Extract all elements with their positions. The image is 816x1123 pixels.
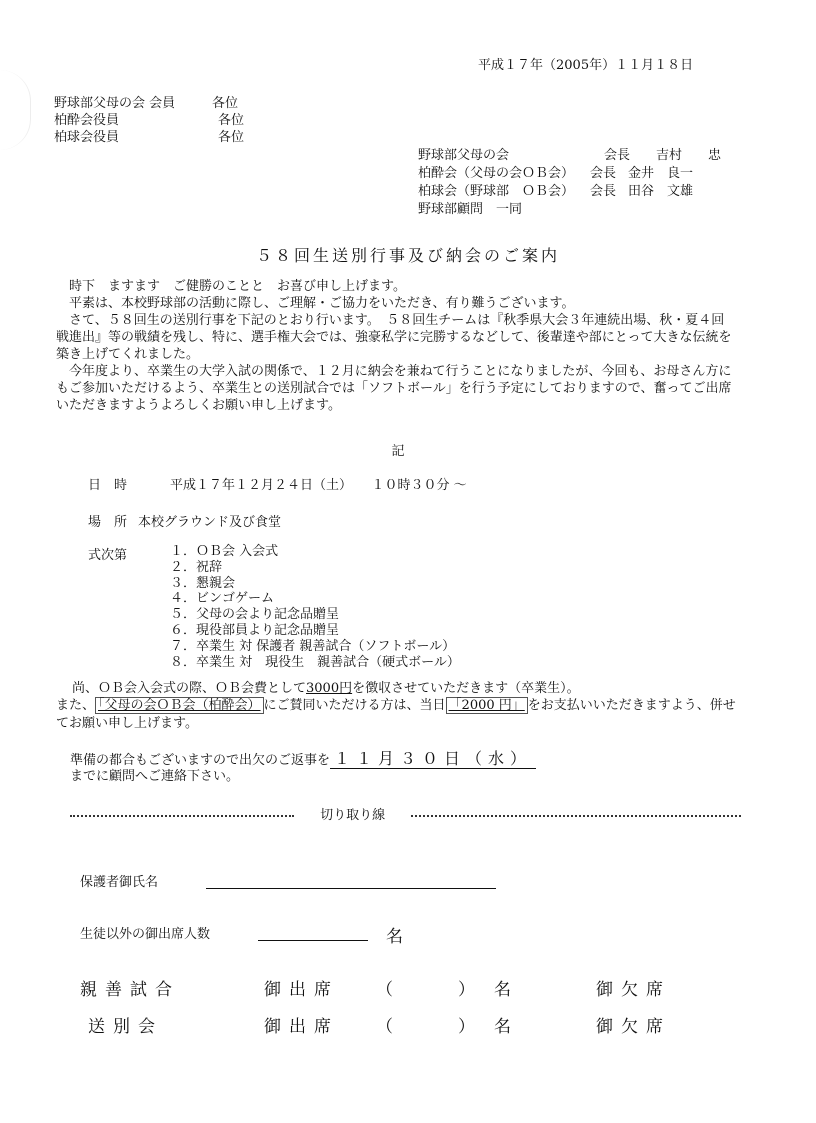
attendees-unit: 名 xyxy=(386,927,403,947)
paren-close: ） xyxy=(458,980,483,1000)
guardian-name-field[interactable] xyxy=(206,874,496,889)
farewell-absent[interactable]: 御欠席 xyxy=(596,1017,671,1037)
support-amount: 「2000 円」 xyxy=(446,697,528,714)
program-label: 式次第 xyxy=(88,548,128,563)
reply-request: 準備の都合もございますので出欠のご返事を １１月３０日（水） xyxy=(70,750,536,770)
fee-amount: 3000円 xyxy=(306,681,353,696)
friendly-match-event: 親善試合 xyxy=(80,980,180,1000)
guardian-label: 保護者御氏名 xyxy=(80,875,159,890)
program-item: １．ＯＢ会 入会式 xyxy=(170,544,279,559)
program-item: ３．懇親会 xyxy=(170,575,236,591)
paren-close: ） xyxy=(458,1017,483,1037)
program-item: ８．卒業生 対 現役生 親善試合（硬式ボール） xyxy=(170,654,460,670)
attendees-count-field[interactable] xyxy=(258,926,368,941)
attendees-label: 生徒以外の御出席人数 xyxy=(80,927,211,942)
datetime-label: 日 時 xyxy=(88,478,128,493)
cut-line-label: 切り取り線 xyxy=(320,808,386,823)
farewell-attend[interactable]: 御出席 xyxy=(264,1017,339,1037)
paren-open: （ xyxy=(376,1017,401,1037)
farewell-unit: 名 xyxy=(494,1017,519,1037)
addressee-row: 柏球会役員 各位 xyxy=(54,130,245,145)
datetime-item xyxy=(88,474,467,493)
ki-heading: 記 xyxy=(391,444,405,459)
addressee-row: 野球部父母の会 会員 各位 xyxy=(54,96,239,111)
paragraph: 時下 ますます ご健勝のことと お喜び申し上げます。 xyxy=(56,279,406,294)
cut-line xyxy=(70,804,750,823)
sender-row: 柏酔会（父母の会ＯＢ会） 会長 金井 良一 xyxy=(418,166,694,181)
sender-row: 野球部顧問 一同 xyxy=(418,202,523,217)
reply-deadline: １１月３０日（水） xyxy=(330,749,536,769)
document-date: 平成１７年（2005年）１１月１８日 xyxy=(478,58,694,73)
program-item: ７．卒業生 対 保護者 親善試合（ソフトボール） xyxy=(170,638,456,654)
cut-dots-left xyxy=(70,815,294,817)
paragraph: さて、５８回生の送別行事を下記のとおり行います。 ５８回生チームは『秋季県大会３年連続出場、秋・夏４回戦進出』等の戦績を残し、特に、選手権大会では、強豪私学に完勝するなどして、後輩達や部にとって大きな伝統を築き上げてくれました。 xyxy=(56,313,732,362)
friendly-match-absent[interactable]: 御欠席 xyxy=(596,980,671,1000)
farewell-event: 送別会 xyxy=(88,1017,163,1037)
page-edge-shadow xyxy=(0,70,31,150)
body-text xyxy=(56,278,736,414)
place-value: 本校グラウンド及び食堂 xyxy=(138,515,282,530)
program-item: ５．父母の会より記念品贈呈 xyxy=(170,607,340,623)
friendly-match-attend[interactable]: 御出席 xyxy=(264,980,339,1000)
fee-note: 尚、ＯＢ会入会式の際、ＯＢ会費として3000円を徴収させていただきます（卒業生）。 xyxy=(72,681,580,696)
program-list xyxy=(170,544,460,670)
friendly-match-unit: 名 xyxy=(494,980,519,1000)
program-item: ２．祝辞 xyxy=(170,559,223,575)
paragraph: 平素は、本校野球部の活動に際し、ご理解・ご協力をいただき、有り難うございます。 xyxy=(56,296,575,311)
addressee-row: 柏酔会役員 各位 xyxy=(54,113,245,128)
place-item xyxy=(88,511,281,530)
place-label: 場 所 xyxy=(88,515,128,530)
sender-list xyxy=(418,144,721,216)
addressee-list xyxy=(54,92,244,143)
program-item: ６．現役部員より記念品贈呈 xyxy=(170,622,340,638)
sender-row: 柏球会（野球部 ＯＢ会） 会長 田谷 文雄 xyxy=(418,184,694,199)
program-item: ４．ビンゴゲーム xyxy=(170,591,275,607)
support-group: 「父母の会ＯＢ会（柏酔会） xyxy=(95,697,264,714)
support-note: また、 「父母の会ＯＢ会（柏酔会） にご賛同いただける方は、当日 「2000 円」 をお支払いいただきますよう、併せてお願い申し上げます。 xyxy=(56,698,736,731)
cut-dots-right xyxy=(411,815,741,817)
sender-row: 野球部父母の会 会長 吉村 忠 xyxy=(418,148,722,163)
reply-request-cont: までに顧問へご連絡下さい。 xyxy=(70,769,240,784)
paren-open: （ xyxy=(376,980,401,1000)
document-title: ５８回生送別行事及び納会のご案内 xyxy=(255,246,560,265)
datetime-value: 平成１７年１２月２４日（土） １０時３０分 ～ xyxy=(170,478,467,493)
paragraph: 今年度より、卒業生の大学入試の関係で、１２月に納会を兼ねて行うことになりましたが、今回も、お母さん方にもご参加いただけるよう、卒業生との送別試合では「ソフトボール」を行う予定にしておりますので、奮ってご出席いただきますようよろしくお願い申し上げます。 xyxy=(56,364,732,413)
